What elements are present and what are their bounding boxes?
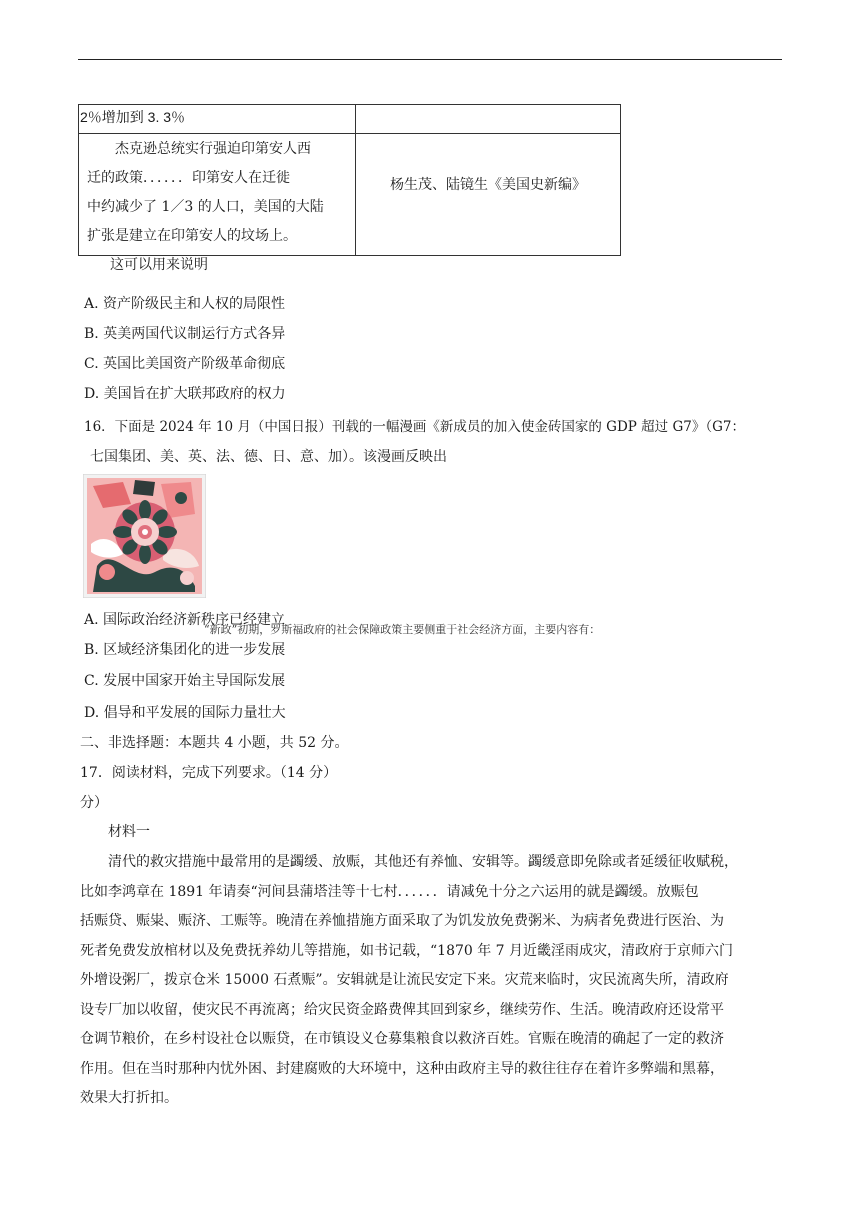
paragraph-line: 设专厂加以收留，使灾民不再流离；给灾民资金路费俾其回到家乡，继续劳作、生活。晚清政府还设常平: [80, 1001, 724, 1018]
brics-cartoon-image: [83, 474, 206, 598]
q16-option-b: B. 区域经济集团化的进一步发展: [84, 642, 286, 658]
table-cell-source: 杨生茂、陆镜生《美国史新编》: [356, 134, 621, 256]
table-text-line: 扩张是建立在印第安人的坟场上。: [87, 228, 297, 244]
table-text-line: 中约减少了 1／3 的人口，美国的大陆: [87, 199, 324, 215]
q15-stem-tail: 这可以用来说明: [110, 257, 208, 273]
q17-stem: 17．阅读材料，完成下列要求。（14 分）: [80, 765, 338, 781]
table-cell: [356, 105, 621, 134]
q17-stray-text: 分）: [80, 795, 108, 811]
table-row: [79, 105, 621, 134]
overlay-stray-text: “新政”初期，罗斯福政府的社会保障政策主要侧重于社会经济方面，主要内容有：: [204, 623, 601, 636]
q15-option-c: C. 英国比美国资产阶级革命彻底: [84, 356, 286, 372]
table-cell: 2％增加到 3. 3％: [79, 105, 356, 134]
q16-option-a: A. 国际政治经济新秩序已经建立: [84, 612, 286, 628]
section-heading: 二、非选择题：本题共 4 小题，共 52 分。: [80, 735, 349, 751]
paragraph-line: 死者免费发放棺材以及免费抚养幼儿等措施，如书记载，“1870 年 7 月近畿淫雨成灾，清政府于京师六门: [80, 942, 734, 959]
paragraph-line: 括赈贷、赈粜、赈济、工赈等。晚清在养恤措施方面采取了为饥发放免费粥米、为病者免费进行医治、为: [80, 913, 724, 929]
material-paragraph: [80, 848, 784, 1114]
paragraph-line: 仓调节粮价，在乡村设社仓以赈贷，在市镇设义仓募集粮食以救济百姓。官赈在晚清的确起了一定的救济: [80, 1031, 724, 1047]
table-row: [79, 134, 621, 256]
q16-stem-line1: 16．下面是 2024 年 10 月（中国日报）刊载的一幅漫画《新成员的加入使金砖国家的 GDP 超过 G7》（G7：: [84, 419, 745, 435]
q16-option-d: D. 倡导和平发展的国际力量壮大: [84, 705, 286, 721]
paragraph-line: 作用。但在当时那种内忧外困、封建腐败的大环境中，这种由政府主导的救往往存在着许多弊端和黑幕，: [80, 1060, 724, 1077]
source-table: [78, 104, 621, 256]
paragraph-line: 比如李鸿章在 1891 年请奏“河间县蒲塔洼等十七村．．．．．．请减免十分之六运用的就是蠲缓。放赈包: [80, 883, 699, 900]
paragraph-line: 外增设粥厂，拨京仓米 15000 石煮赈”。安辑就是让流民安定下来。灾荒来临时，灾民流离失所，清政府: [80, 972, 729, 988]
table-text-line: 杰克逊总统实行强迫印第安人西: [115, 141, 311, 157]
q15-option-a: A. 资产阶级民主和人权的局限性: [84, 296, 286, 312]
q15-option-b: B. 英美两国代议制运行方式各异: [84, 326, 286, 342]
q16-stem-line2: 七国集团、美、英、法、德、日、意、加）。该漫画反映出: [90, 449, 447, 465]
q16-option-c: C. 发展中国家开始主导国际发展: [84, 673, 286, 689]
q15-option-d: D. 美国旨在扩大联邦政府的权力: [84, 386, 286, 402]
paragraph-line: 清代的救灾措施中最常用的是蠲缓、放赈，其他还有养恤、安辑等。蠲缓意即免除或者延缓征收赋税，: [108, 854, 738, 870]
table-cell: [79, 134, 356, 256]
header-rule: [78, 59, 782, 60]
material-label: 材料一: [108, 824, 150, 840]
table-text-line: 迁的政策．．．．．．印第安人在迁徙: [87, 170, 290, 186]
paragraph-line: 效果大打折扣。: [80, 1090, 178, 1106]
